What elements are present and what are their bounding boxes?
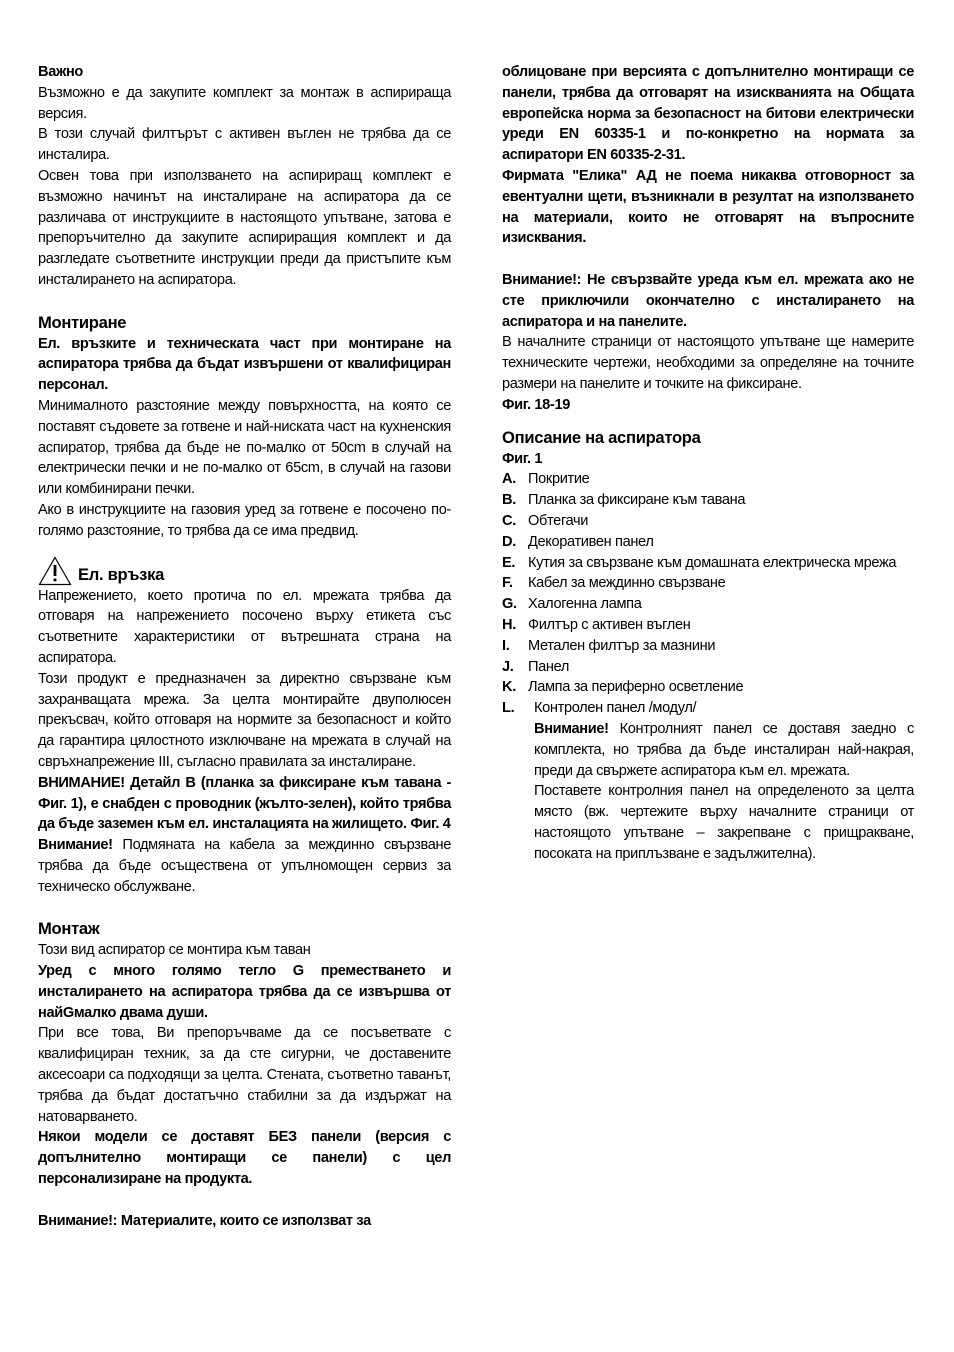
list-item: K. Лампа за периферно осветление — [502, 679, 744, 696]
important-paragraph-1: Възможно е да закупите комплект за монтаж в аспирираща версия. — [38, 84, 451, 122]
electric-paragraph-1: Напрежението, което протича по ел. мрежата трябва да отговаря на напрежението посочено върху етикета със съответните характеристики от вътрешната страна на аспиратора. — [38, 587, 451, 666]
description-figure-reference: Фиг. 1 — [502, 450, 543, 467]
list-item: C. Обтегачи — [502, 512, 589, 529]
mounting-paragraph-1: Минималното разстояние между повърхността, на която се поставят съдовете за готвене и най-ниската част на кухненския аспиратор, трябва да бъде не по-малко от 50cm в случай на електрически печки и не по-малко от 65cm, в случай на газови или комбинирани печки. — [38, 397, 451, 498]
install-bold-paragraph-2: Някои модели се доставят БЕЗ панели (версия с допълнително монтиращи се панели) с цел персонализиране на продукта. — [38, 1129, 451, 1188]
control-panel-instructions: Поставете контролния панел на определеното за целта място (вж. чертежите върху началните страници от настоящото упътване – закрепване с прищракване, посоката на приплъзване е задължителна). — [534, 783, 914, 862]
left-column — [38, 62, 451, 1231]
warning-triangle-icon — [38, 556, 72, 586]
install-paragraph-2: При все това, Ви препоръчваме да се посъветвате с квалифициран техник, за да сте сигурни, че доставените аксесоари са подходящи за целта. Стената, съответно таванът, трябва да бъдат достатъчно стабилни за да издържат на натоварването. — [38, 1025, 451, 1125]
electric-heading: Ел. връзка — [78, 564, 165, 584]
warning-paragraph: В началните страници от настоящото упътване ще намерите техническите чертежи, необходими за определяне на точните размери на панелите и точките на фиксиране. — [502, 334, 914, 392]
list-item: E. Кутия за свързване към домашната електрическа мрежа — [502, 554, 897, 571]
list-item: J. Панел — [502, 658, 570, 675]
list-item: H. Филтър с активен въглен — [502, 616, 691, 633]
important-paragraph-2: В този случай филтърът с активен въглен не трябва да се инсталира. — [38, 126, 451, 164]
install-heading: Монтаж — [38, 919, 100, 939]
warning-bold-paragraph: Внимание!: Не свързвайте уреда към ел. мрежата ако не сте приключили окончателно с инсталирането на аспиратора и на панелите. — [502, 271, 914, 330]
important-paragraph-3: Освен това при използването на аспириращ комплект е възможно начинът на инсталиране на аспиратора да се различава от инструкциите в настоящото упътване, затова е препоръчително да закупите аспириращия комплект и да разгледате съответните инструкции преди да пристъпите към инсталирането на аспиратора. — [38, 167, 451, 288]
mounting-bold-paragraph: Ел. връзките и техническата част при монтиране на аспиратора трябва да бъдат извършени от квалифициран персонал. — [38, 335, 451, 394]
figure-reference: Фиг. 18-19 — [502, 396, 570, 413]
attention-label: Внимание! — [534, 720, 609, 737]
list-item: L. Контролен панел /модул/ — [502, 700, 697, 717]
mounting-heading: Монтиране — [38, 312, 127, 332]
mounting-paragraph-2: Ако в инструкциите на газовия уред за готвене е посочено по-голямо разстояние, то трябва да се има предвид. — [38, 501, 451, 539]
right-column — [502, 62, 914, 864]
list-item: D. Декоративен панел — [502, 533, 654, 550]
list-item: I. Метален филтър за мазнини — [502, 637, 716, 654]
description-heading: Описание на аспиратора — [502, 427, 701, 447]
important-title: Важно — [38, 64, 83, 80]
continuation-bold-paragraph-2: Фирмата "Елика" АД не поема никаква отговорност за евентуални щети, възникнали в резултат на използването на материали, които не отговарят на въпросните изисквания. — [502, 167, 914, 247]
continuation-bold-paragraph-1: облицоване при версията с допълнително монтиращи се панели, трябва да отговарят на изискванията на Общата европейска норма за безопасност на битови електрически уреди EN 60335-1 и по-конкретно на нормата за аспиратори EN 60335-2-31. — [502, 64, 914, 164]
install-bold-paragraph-1: Уред с много голямо тегло G преместването и инсталирането на аспиратора трябва да се извършва от найGмалко двама души. — [38, 963, 451, 1021]
control-panel-attention — [502, 719, 914, 781]
parts-list — [502, 469, 914, 719]
install-bold-paragraph-3: Внимание!: Материалите, които се използват за — [38, 1212, 371, 1229]
install-paragraph-1: Този вид аспиратор се монтира към таван — [38, 942, 311, 959]
electric-attention-paragraph — [38, 835, 451, 897]
list-item: A. Покритие — [502, 471, 590, 488]
electric-paragraph-2: Този продукт е предназначен за директно свързване към захранващата мрежа. За целта монтирайте двуполюсен прекъсвач, който отговаря на нормите за безопасност и който да гарантира цялостното изключване на мрежата в случай на свръхнапрежение III, съгласно правилата за инсталиране. — [38, 670, 451, 770]
list-item: F. Кабел за междинно свързване — [502, 575, 726, 592]
electric-bold-paragraph: ВНИМАНИЕ! Детайл B (планка за фиксиране към тавана - Фиг. 1), е снабден с проводник (жълто-зелен), който трябва да бъде заземен към ел. инсталацията на жилището. Фиг. 4 — [38, 774, 451, 833]
attention-text: Контролният панел се доставя заедно с комплекта, но трябва да бъде инсталиран най-накрая, преди да свържете аспиратора към ел. мрежата. — [534, 720, 914, 779]
attention-label: Внимание! — [38, 837, 113, 854]
attention-text: Подмяната на кабела за междинно свързване трябва да бъде осъществена от упълномощен сервиз за техническо обслужване. — [38, 837, 451, 895]
list-item: B. Планка за фиксиране към тавана — [502, 492, 746, 509]
electric-heading-row — [38, 556, 451, 586]
list-item: G. Халогенна лампа — [502, 596, 642, 613]
